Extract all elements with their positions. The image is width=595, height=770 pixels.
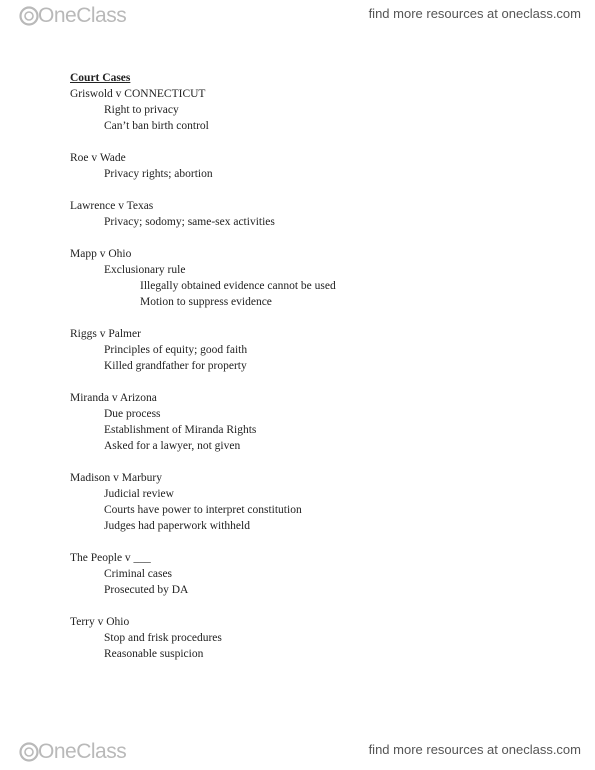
case-subnote: Motion to suppress evidence <box>140 296 272 308</box>
oneclass-logo-icon <box>18 741 40 763</box>
case-note: Judicial review <box>104 488 174 500</box>
case-block <box>70 246 550 310</box>
oneclass-logo-icon <box>18 5 40 27</box>
case-note: Establishment of Miranda Rights <box>104 424 257 436</box>
document-body <box>70 70 550 678</box>
case-block <box>70 86 550 134</box>
case-name: Lawrence v Texas <box>70 200 154 212</box>
case-note: Criminal cases <box>104 568 173 580</box>
case-note: Privacy; sodomy; same-sex activities <box>104 216 275 228</box>
case-note: Prosecuted by DA <box>104 584 189 596</box>
case-block <box>70 470 550 534</box>
case-note: Judges had paperwork withheld <box>104 520 250 532</box>
case-note: Privacy rights; abortion <box>104 168 213 180</box>
case-note: Asked for a lawyer, not given <box>104 440 241 452</box>
case-note: Due process <box>104 408 161 420</box>
oneclass-logo[interactable] <box>18 4 126 28</box>
logo-text: OneClass <box>38 4 127 27</box>
case-note: Principles of equity; good faith <box>104 344 248 356</box>
case-note: Can’t ban birth control <box>104 120 209 132</box>
case-note: Stop and frisk procedures <box>104 632 222 644</box>
case-block <box>70 150 550 182</box>
case-note: Right to privacy <box>104 104 179 116</box>
case-name: Roe v Wade <box>70 152 126 164</box>
footer-tagline-link[interactable]: find more resources at oneclass.com <box>368 742 581 757</box>
case-name: Madison v Marbury <box>70 472 162 484</box>
case-block <box>70 198 550 230</box>
footer-bar <box>0 736 595 770</box>
case-name: Terry v Ohio <box>70 616 130 628</box>
case-name: Miranda v Arizona <box>70 392 157 404</box>
case-name: Mapp v Ohio <box>70 248 132 260</box>
case-block <box>70 614 550 662</box>
oneclass-logo[interactable] <box>18 740 126 764</box>
case-name: Griswold v CONNECTICUT <box>70 88 206 100</box>
logo-text: OneClass <box>38 740 127 763</box>
document-heading: Court Cases <box>70 72 131 84</box>
case-note: Exclusionary rule <box>104 264 186 276</box>
case-name: Riggs v Palmer <box>70 328 141 340</box>
header-bar <box>0 0 595 34</box>
case-block <box>70 550 550 598</box>
case-block <box>70 390 550 454</box>
case-block <box>70 326 550 374</box>
case-subnote: Illegally obtained evidence cannot be used <box>140 280 336 292</box>
case-note: Courts have power to interpret constitution <box>104 504 302 516</box>
case-note: Killed grandfather for property <box>104 360 247 372</box>
header-tagline-link[interactable]: find more resources at oneclass.com <box>368 6 581 21</box>
case-note: Reasonable suspicion <box>104 648 204 660</box>
case-name: The People v ___ <box>70 552 151 564</box>
